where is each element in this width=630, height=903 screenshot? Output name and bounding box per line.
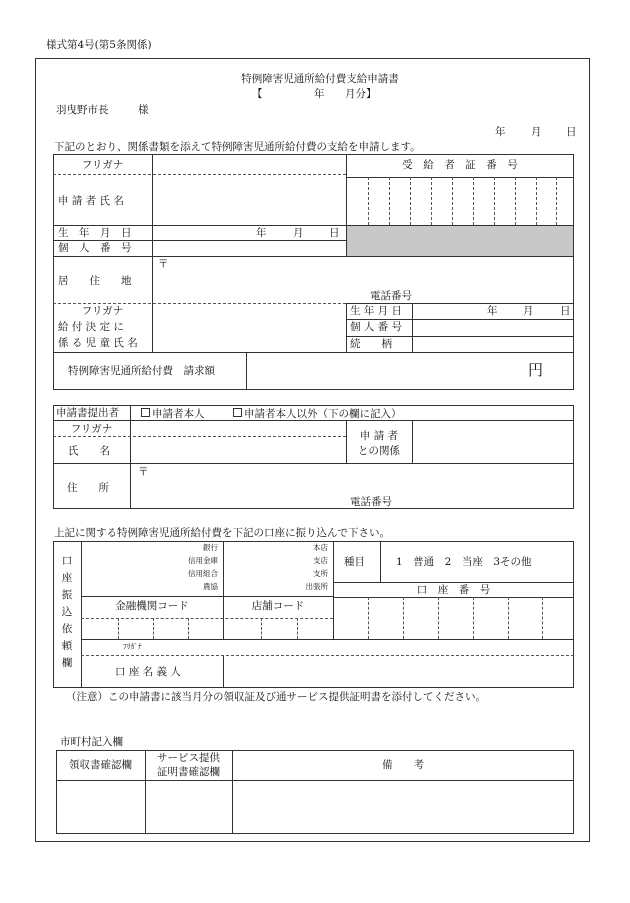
account-kind-options: 1 普通 2 当座 3その他 bbox=[396, 556, 532, 568]
note-text: （注意）この申請書に該当月分の領収証及び通サービス提供証明書を添付してください。 bbox=[66, 691, 486, 703]
branch-type: 支所 bbox=[313, 569, 328, 578]
option-self-text: 申請者本人 bbox=[152, 408, 205, 420]
side-char: 依 bbox=[61, 623, 73, 635]
side-char: 欄 bbox=[61, 657, 73, 669]
period-month: 月分】 bbox=[345, 88, 377, 100]
checkbox-self[interactable] bbox=[141, 408, 150, 417]
form-title: 特例障害児通所給付費支給申請書 bbox=[241, 73, 399, 85]
form-id: 様式第4号(第5条関係) bbox=[46, 39, 152, 51]
inst-type: 信用金庫 bbox=[188, 556, 218, 565]
period-year: 年 bbox=[314, 88, 325, 100]
child-personal-no-label: 個 人 番 号 bbox=[350, 321, 403, 333]
submitter-option-self[interactable] bbox=[141, 408, 205, 420]
option-other-text: 申請者本人以外（下の欄に記入） bbox=[244, 408, 402, 420]
municipal-section-label: 市町村記入欄 bbox=[60, 736, 123, 748]
applicant-address-label: 居 住 地 bbox=[58, 275, 132, 287]
bank-code-label: 金融機関コード bbox=[115, 600, 189, 612]
date-day: 日 bbox=[566, 126, 577, 138]
side-char: 振 bbox=[61, 589, 73, 601]
child-birth-label: 生 年 月 日 bbox=[350, 305, 403, 317]
submitter-furigana-label: フリガナ bbox=[70, 423, 113, 435]
holder-kana-label: ﾌﾘｶﾞﾅ bbox=[123, 642, 142, 651]
child-furigana-label: フリガナ bbox=[81, 305, 124, 317]
inst-type: 信用組合 bbox=[188, 569, 218, 578]
applicant-postal-mark: 〒 bbox=[158, 258, 169, 270]
bank-side-label bbox=[60, 553, 74, 672]
side-char: 込 bbox=[61, 606, 73, 618]
inst-type: 農協 bbox=[203, 582, 218, 591]
account-kind-label: 種目 bbox=[344, 556, 365, 568]
applicant-name-label: 申 請 者 氏 名 bbox=[58, 195, 124, 207]
child-birth-month: 月 bbox=[523, 305, 534, 317]
applicant-table bbox=[53, 154, 574, 390]
checkbox-other[interactable] bbox=[233, 408, 242, 417]
intro-text: 下記のとおり、関係書類を添えて特例障害児通所給付費の支給を申請します。 bbox=[54, 141, 421, 153]
bank-intro: 上記に関する特例障害児通所給付費を下記の口座に振り込んで下さい。 bbox=[54, 527, 390, 539]
branch-type: 出張所 bbox=[305, 582, 328, 591]
submitter-address-label: 住 所 bbox=[67, 482, 109, 494]
submitter-label: 申請書提出者 bbox=[56, 407, 119, 419]
submitter-relation-label-1: 申 請 者 bbox=[359, 430, 399, 442]
child-relation-label: 続 柄 bbox=[350, 338, 392, 350]
side-char: 座 bbox=[61, 572, 73, 584]
child-birth-day: 日 bbox=[560, 305, 571, 317]
submitter-name-label: 氏 名 bbox=[68, 445, 110, 457]
applicant-birth-day: 日 bbox=[329, 227, 340, 239]
child-birth-year: 年 bbox=[487, 305, 498, 317]
cert-no-label: 受 給 者 証 番 号 bbox=[402, 159, 518, 171]
applicant-furigana-label: フリガナ bbox=[81, 159, 124, 171]
account-no-label: 口 座 番 号 bbox=[416, 584, 491, 596]
receipt-check-label: 領収書確認欄 bbox=[69, 759, 132, 771]
side-char: 口 bbox=[61, 555, 73, 567]
side-char: 頼 bbox=[61, 640, 73, 652]
applicant-birth-label: 生 年 月 日 bbox=[58, 227, 132, 239]
claim-unit: 円 bbox=[528, 361, 544, 379]
date-month: 月 bbox=[531, 126, 542, 138]
applicant-birth-month: 月 bbox=[293, 227, 304, 239]
honorific: 様 bbox=[138, 104, 149, 116]
submitter-option-other[interactable] bbox=[233, 408, 402, 420]
branch-code-label: 店舗コード bbox=[251, 600, 305, 612]
child-name-label-2: 係 る 児 童 氏 名 bbox=[58, 337, 138, 349]
holder-label: 口 座 名 義 人 bbox=[115, 666, 181, 678]
claim-label: 特例障害児通所給付費 請求額 bbox=[68, 365, 215, 377]
applicant-personal-no-label: 個 人 番 号 bbox=[58, 242, 132, 254]
shaded-area bbox=[347, 226, 573, 256]
period-open: 【 bbox=[252, 88, 263, 100]
remarks-label: 備 考 bbox=[382, 759, 424, 771]
submitter-phone-label: 電話番号 bbox=[350, 496, 392, 508]
addressee: 羽曳野市長 bbox=[56, 104, 109, 116]
service-check-label-1: サービス提供 bbox=[157, 752, 220, 764]
branch-type: 本店 bbox=[313, 543, 328, 552]
submitter-relation-label-2: との関係 bbox=[358, 445, 400, 457]
applicant-phone-label: 電話番号 bbox=[370, 290, 412, 302]
date-year: 年 bbox=[495, 126, 506, 138]
applicant-birth-year: 年 bbox=[256, 227, 267, 239]
branch-type: 支店 bbox=[313, 556, 328, 565]
service-check-label-2: 証明書確認欄 bbox=[157, 766, 220, 778]
child-name-label-1: 給 付 決 定 に bbox=[58, 321, 124, 333]
inst-type: 銀行 bbox=[203, 543, 218, 552]
submitter-postal-mark: 〒 bbox=[138, 466, 149, 478]
